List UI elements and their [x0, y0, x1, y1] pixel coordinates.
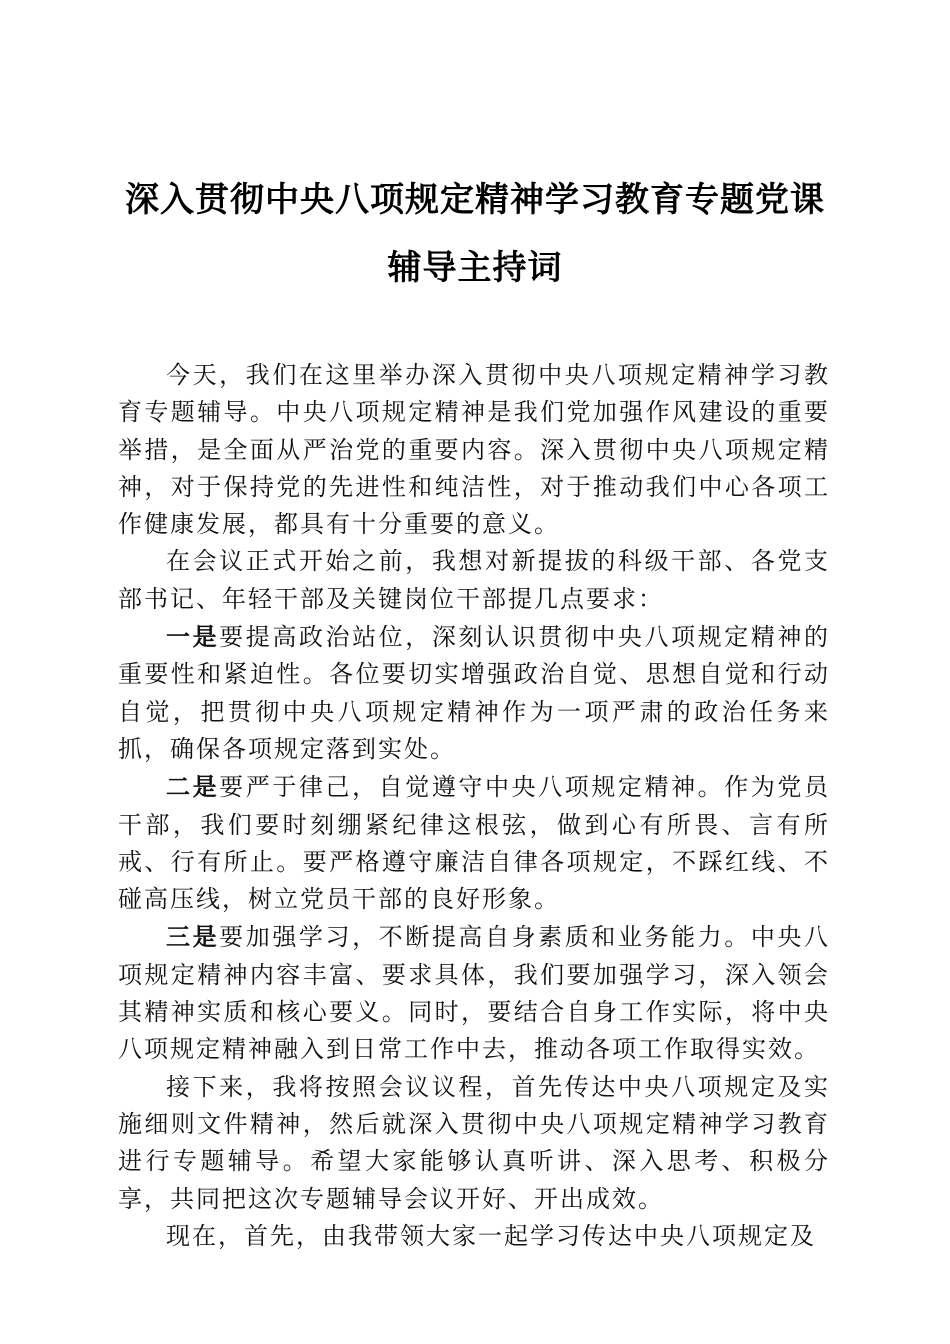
paragraph-text: 现在，首先，由我带领大家一起学习传达中央八项规定及 — [166, 1221, 816, 1250]
paragraph-closing — [118, 1218, 830, 1255]
paragraph-requirements-intro — [118, 543, 830, 618]
paragraph-requirement-1 — [118, 618, 830, 768]
document-title-line-2: 辅导主持词 — [387, 248, 563, 288]
paragraph-agenda — [118, 1069, 830, 1218]
paragraph-lead: 三是 — [166, 922, 220, 952]
paragraph-text: 要严于律己，自觉遵守中央八项规定精神。作为党员干部，我们要时刻绷紧纪律这根弦，做到心有所畏、言有所戒、行有所止。要严格遵守廉洁自律各项规定，不踩红线、不碰高压线，树立党员干部的良好形象。 — [118, 773, 831, 914]
paragraph-requirement-2 — [118, 768, 830, 918]
paragraph-requirement-3 — [118, 918, 830, 1068]
paragraph-text: 今天，我们在这里举办深入贯彻中央八项规定精神学习教育专题辅导。中央八项规定精神是我们党加强作风建设的重要举措，是全面从严治党的重要内容。深入贯彻中央八项规定精神，对于保持党的先进性和纯洁性，对于推动我们中心各项工作健康发展，都具有十分重要的意义。 — [118, 361, 830, 539]
paragraph-lead: 一是 — [166, 622, 220, 652]
paragraph-opening — [118, 357, 830, 543]
paragraph-text: 接下来，我将按照会议议程，首先传达中央八项规定及实施细则文件精神，然后就深入贯彻中央八项规定精神学习教育进行专题辅导。希望大家能够认真听讲、深入思考、积极分享，共同把这次专题辅导会议开好、开出成效。 — [118, 1072, 830, 1213]
document-title-line-1: 深入贯彻中央八项规定精神学习教育专题党课 — [125, 180, 825, 220]
paragraph-text: 要加强学习，不断提高自身素质和业务能力。中央八项规定精神内容丰富、要求具体，我们要加强学习，深入领会其精神实质和核心要义。同时，要结合自身工作实际，将中央八项规定精神融入到日常工作中去，推动各项工作取得实效。 — [118, 923, 831, 1064]
paragraph-text: 要提高政治站位，深刻认识贯彻中央八项规定精神的重要性和紧迫性。各位要切实增强政治自觉、思想自觉和行动自觉，把贯彻中央八项规定精神作为一项严肃的政治任务来抓，确保各项规定落到实处。 — [118, 623, 831, 763]
document-body — [118, 357, 830, 1255]
paragraph-lead: 二是 — [166, 772, 220, 802]
paragraph-text: 在会议正式开始之前，我想对新提拔的科级干部、各党支部书记、年轻干部及关键岗位干部提几点要求： — [118, 547, 830, 613]
